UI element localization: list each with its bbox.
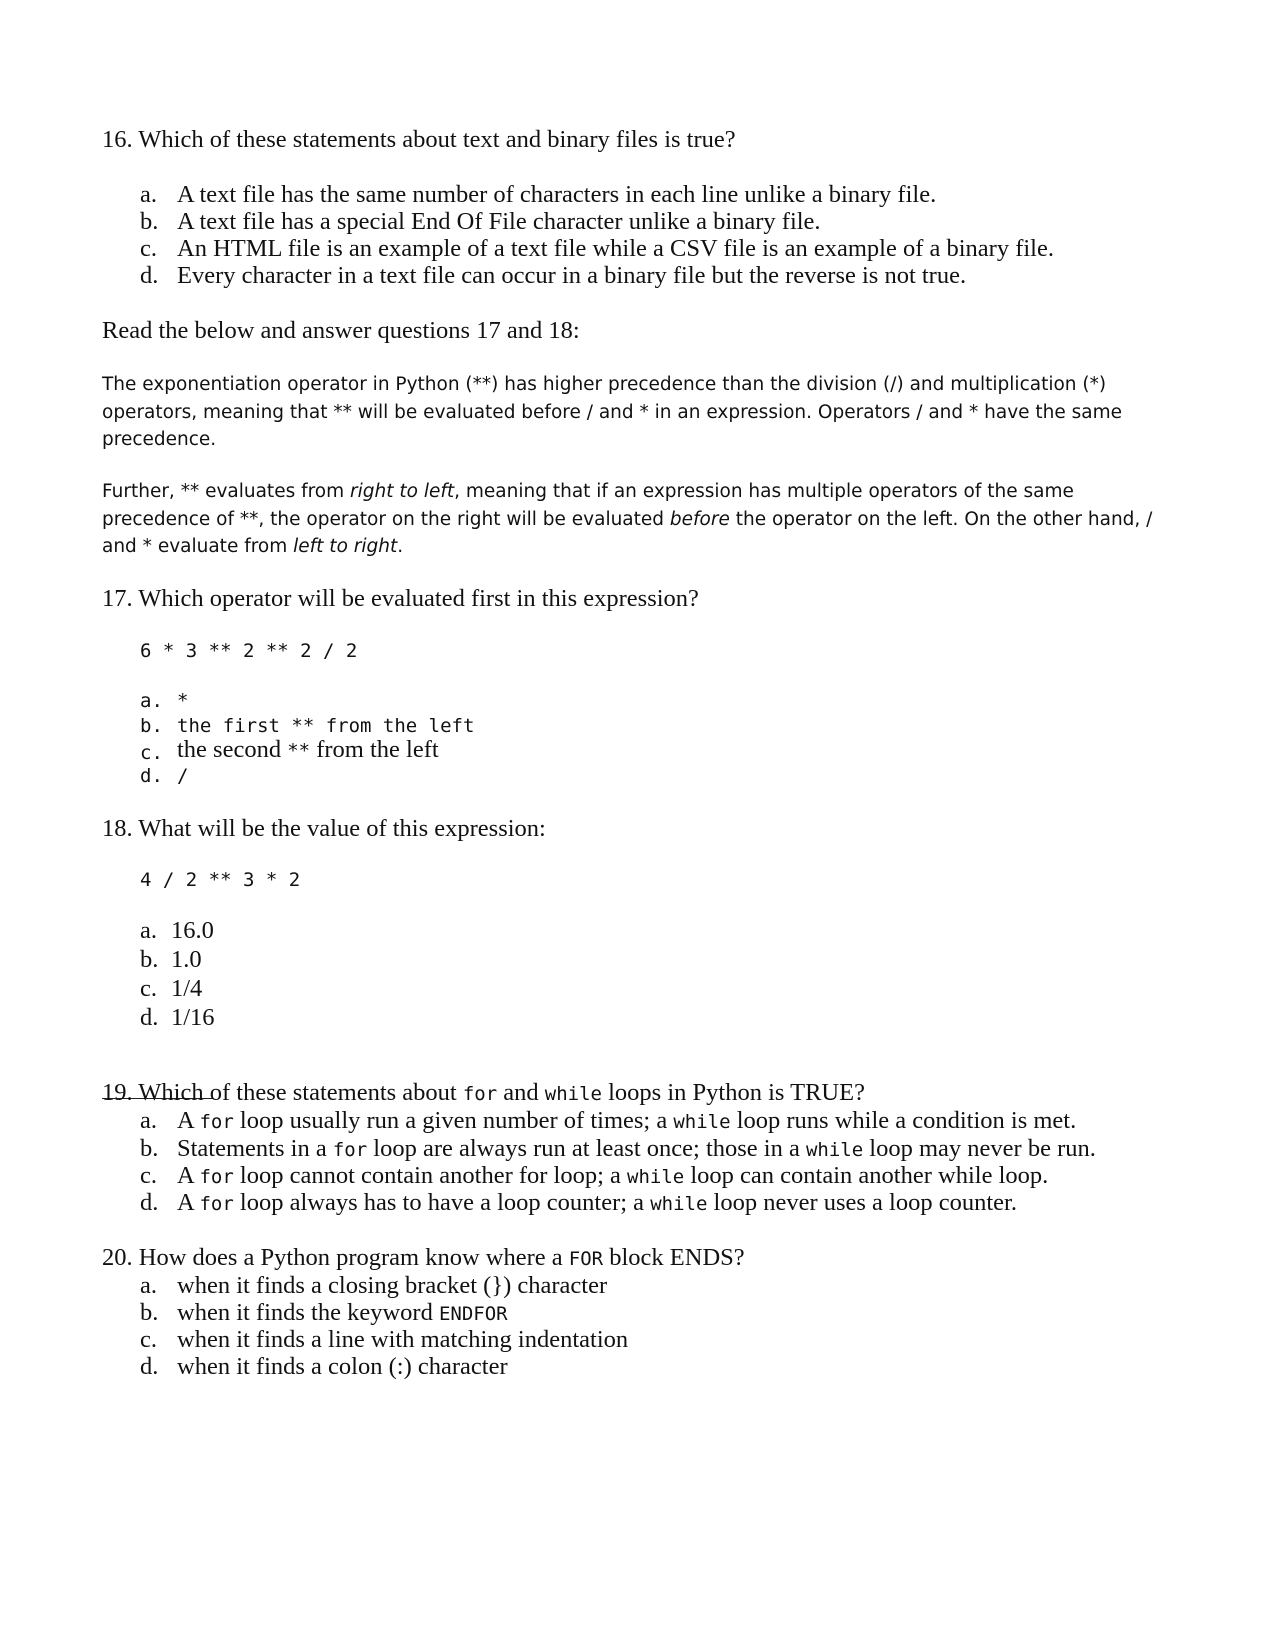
question-17-code: 6 * 3 ** 2 ** 2 / 2 [140, 640, 358, 662]
option-text: A text file has a special End Of File character unlike a binary file. [177, 208, 821, 235]
question-19-option-d: d. A for loop always has to have a loop counter; a while loop never uses a loop counter. [140, 1189, 1017, 1216]
paragraph-text: The exponentiation operator in Python (**) has higher precedence than the division (/) and multiplication (*) operators, meaning that ** will be evaluated before / and * in an expression. Operators / and * have the same precedence. [102, 374, 1123, 450]
question-17-option-d: d. / [140, 765, 189, 787]
option-label: d. [140, 262, 159, 289]
question-19-option-c: c. A for loop cannot contain another for loop; a while loop can contain another while loop. [140, 1162, 1049, 1189]
question-16-option-d [140, 262, 966, 290]
question-16-stem: 16. Which of these statements about text and binary files is true? [102, 126, 736, 153]
question-20-option-c: c. when it finds a line with matching indentation [140, 1326, 629, 1353]
question-18-stem: 18. What will be the value of this expression: [102, 815, 546, 842]
question-18-code: 4 / 2 ** 3 * 2 [140, 869, 301, 891]
question-19-option-b: b. Statements in a for loop are always run at least once; those in a while loop may never be run. [140, 1135, 1096, 1162]
question-20-option-d: d. when it finds a colon (:) character [140, 1353, 508, 1380]
option-text: An HTML file is an example of a text file while a CSV file is an example of a binary file. [177, 235, 1054, 262]
reading-instruction: Read the below and answer questions 17 and 18: [102, 317, 580, 344]
question-16-option-b [140, 208, 821, 236]
option-text: Every character in a text file can occur in a binary file but the reverse is not true. [177, 262, 967, 289]
question-17-stem: 17. Which operator will be evaluated first in this expression? [102, 585, 699, 612]
question-18-option-a: a. 16.0 [140, 917, 214, 944]
question-19-stem: 19. Which of these statements about for and while loops in Python is TRUE? [102, 1079, 865, 1106]
question-17-option-c: c. the second ** from the left [140, 736, 439, 764]
question-20-option-a: a. when it finds a closing bracket (}) character [140, 1272, 608, 1299]
paragraph-text: Further, ** evaluates from right to left, meaning that if an expression has multiple operators of the same precedence of **, the operator on the right will be evaluated before the operator on the left. On the other hand, / and * evaluate from left to right. [102, 481, 1153, 557]
question-16-option-a [140, 181, 936, 209]
option-label: a. [140, 181, 157, 208]
associativity-paragraph [102, 478, 1162, 561]
question-17-option-b: b. the first ** from the left [140, 715, 475, 737]
question-20-stem: 20. How does a Python program know where a FOR block ENDS? [102, 1244, 745, 1271]
question-16-option-c [140, 235, 1054, 263]
question-18-option-d: d. 1/16 [140, 1004, 215, 1031]
option-label: c. [140, 235, 157, 262]
question-18-options [140, 916, 215, 1032]
precedence-paragraph [102, 371, 1162, 454]
question-17-option-a: a. * [140, 690, 189, 712]
question-18-option-b: b. 1.0 [140, 946, 202, 973]
question-19-option-a: a. A for loop usually run a given number of times; a while loop runs while a condition is met. [140, 1107, 1077, 1134]
option-text: A text file has the same number of characters in each line unlike a binary file. [177, 181, 937, 208]
question-20-option-b: b. when it finds the keyword ENDFOR [140, 1299, 508, 1326]
question-18-option-c: c. 1/4 [140, 975, 203, 1002]
option-label: b. [140, 208, 159, 235]
